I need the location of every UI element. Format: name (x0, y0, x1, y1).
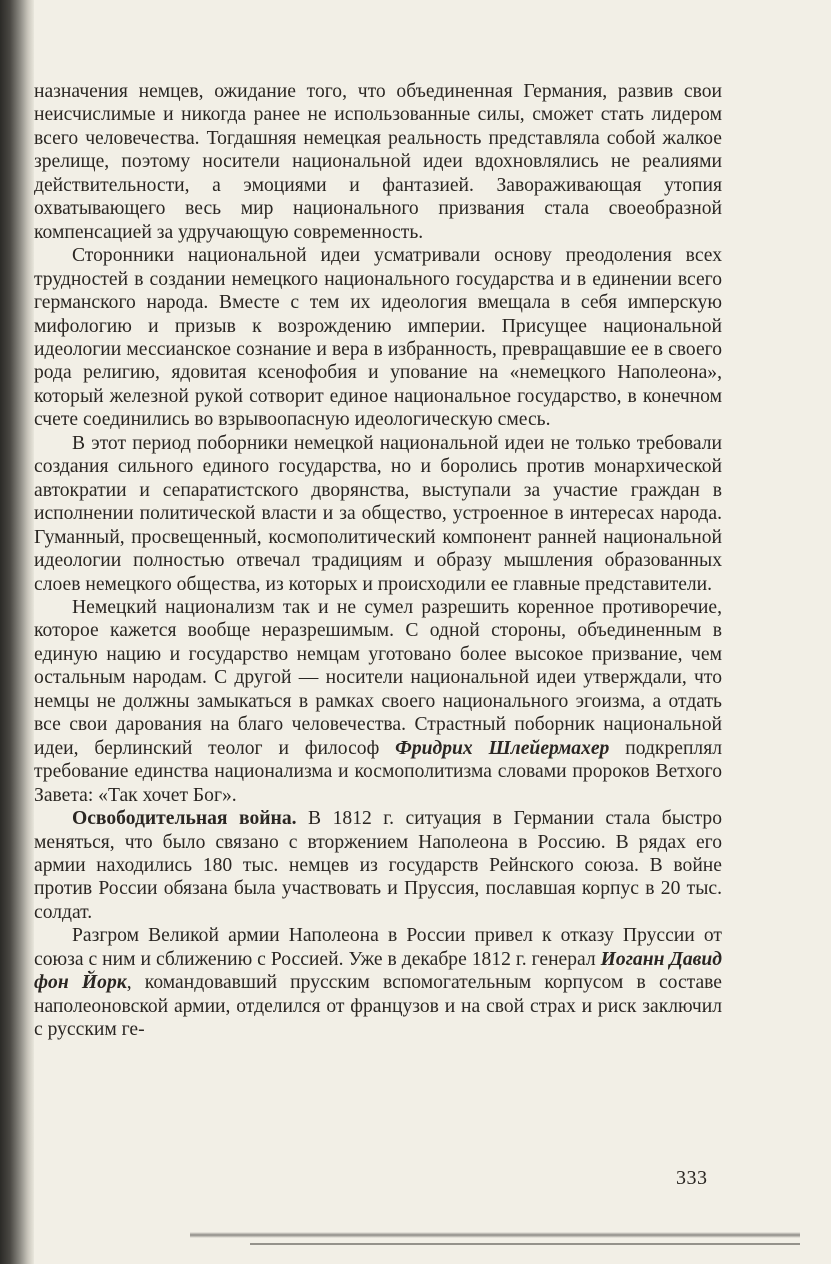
paragraph-text: В 1812 г. ситуация в Германии стала быстро меняться, что было связано с вторжением Наполеона в Россию. В рядах его армии находились 180 тыс. немцев из государств Рейнского союза. В войне против России обязана была участвовать и Пруссия, пославшая корпус в 20 тыс. солдат. (34, 808, 722, 923)
page-edge-shadow (190, 1232, 800, 1238)
book-binding-shadow (0, 0, 34, 1264)
paragraph-text: Немецкий национализм так и не сумел разрешить коренное противоречие, которое кажется вообще неразрешимым. С одной стороны, объединенным в единую нацию и государство немцам уготовано более высокое призвание, чем остальным народам. С другой — носители национальной идеи утверждали, что немцы не должны замыкаться в рамках своего национального эгоизма, а отдать все свои дарования на благо человечества. Страстный поборник национальной идеи, берлинский теолог и философ (34, 596, 722, 759)
paragraph-6 (34, 924, 722, 1041)
paragraph-text: Разгром Великой армии Наполеона в России привел к отказу Пруссии от союза с ним и сближению с Россией. Уже в декабре 1812 г. генерал (34, 925, 722, 970)
paragraph-1 (34, 80, 722, 244)
paragraph-text: В этот период поборники немецкой национальной идеи не только требовали создания сильного единого государства, но и боролись против монархической автократии и сепаратистского дворянства, выступали за участие граждан в исполнении политической власти и за общество, устроенное в интересах народа. Гуманный, просвещенный, космополитический компонент ранней национальной идеологии полностью отвечал традициям и образу мышления образованных слоев немецкого общества, из которых и происходили ее главные представители. (34, 432, 722, 595)
person-name-yorck: Иоганн Давид фон Йорк (34, 948, 722, 994)
paragraph-4 (34, 596, 722, 807)
paragraph-text: , командовавший прусским вспомогательным корпусом в составе наполеоновской армии, отделился от французов и на свой страх и риск заключил с русским ге- (34, 972, 722, 1041)
person-name-schleiermacher: Фридрих Шлейермахер (395, 737, 610, 759)
paragraph-3 (34, 432, 722, 596)
page-edge-line (250, 1243, 800, 1245)
page-number: 333 (676, 1167, 708, 1189)
paragraph-5 (34, 807, 722, 924)
paragraph-text: Сторонники национальной идеи усматривали основу преодоления всех трудностей в создании немецкого национального государства и в единении всего германского народа. Вместе с тем их идеология вмещала в себя имперскую мифологию и призыв к возрождению империи. Присущее национальной идеологии мессианское сознание и вера в избранность, превращавшие ее в своего рода религию, ядовитая ксенофобия и упование на «немецкого Наполеона», который железной рукой сотворит единое национальное государство, в конечном счете соединились во взрывоопасную идеологическую смесь. (34, 245, 722, 431)
paragraph-text: назначения немцев, ожидание того, что объединенная Германия, развив свои неисчислимые и никогда ранее не использованные силы, сможет стать лидером всего человечества. Тогдашняя немецкая реальность представляла собой жалкое зрелище, поэтому носители национальной идеи вдохновлялись не реалиями действительности, а эмоциями и фантазией. Завораживающая утопия охватывающего весь мир национального призвания стала своеобразной компенсацией за удручающую современность. (34, 81, 722, 243)
paragraph-text: подкреплял требование единства национализма и космополитизма словами пророков Ветхого Завета: «Так хочет Бог». (34, 737, 722, 806)
section-heading-liberation-war: Освободительная война. (72, 808, 297, 830)
page-text (34, 80, 722, 1042)
paragraph-2 (34, 244, 722, 432)
